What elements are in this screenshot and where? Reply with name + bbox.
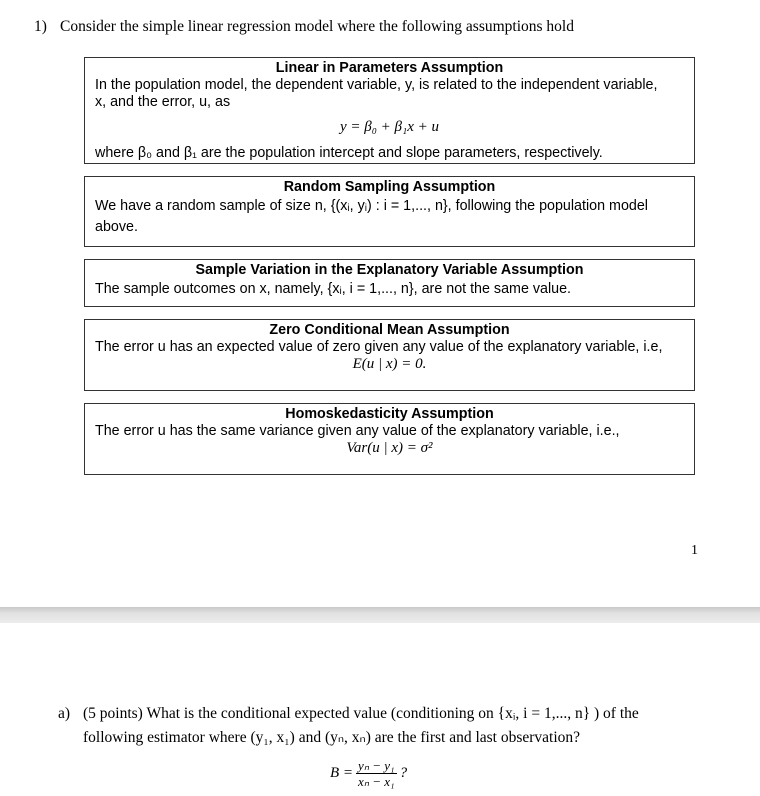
- sample-variation-line1: The sample outcomes on x, namely, {xᵢ, i = 1,..., n}, are not the same value.: [95, 281, 572, 297]
- zero-mean-title: Zero Conditional Mean Assumption: [269, 322, 510, 338]
- estimator-suffix: ?: [399, 765, 408, 781]
- page-divider: [0, 607, 760, 623]
- question-intro-text: Consider the simple linear regression model where the following assumptions hold: [60, 18, 574, 35]
- linear-assumption-box: [84, 57, 695, 164]
- estimator-lhs: B =: [330, 765, 354, 781]
- random-sampling-box: [84, 176, 695, 247]
- part-a-line2: following estimator where (y₁, x₁) and (yₙ, xₙ) are the first and last observation?: [83, 729, 581, 746]
- sample-variation-title: Sample Variation in the Explanatory Variable Assumption: [195, 262, 584, 278]
- homoskedasticity-box: [84, 403, 695, 475]
- homoskedasticity-line1: The error u has the same variance given any value of the explanatory variable, i.e.,: [95, 423, 620, 439]
- linear-assumption-line3: where β₀ and β₁ are the population intercept and slope parameters, respectively.: [95, 145, 603, 161]
- zero-mean-line1: The error u has an expected value of zero given any value of the explanatory variable, i.e,: [95, 339, 663, 355]
- part-a-question: [58, 702, 639, 750]
- linear-assumption-equation: y = β₀ + β₁x + u: [339, 119, 440, 135]
- random-sampling-line2: above.: [95, 219, 138, 235]
- question-number: 1): [34, 18, 47, 35]
- linear-assumption-title: Linear in Parameters Assumption: [275, 60, 504, 76]
- zero-mean-equation: E(u | x) = 0.: [352, 356, 427, 372]
- random-sampling-line1: We have a random sample of size n, {(xᵢ, yᵢ) : i = 1,..., n}, following the population model: [95, 198, 648, 214]
- linear-assumption-line2: x, and the error, u, as: [95, 94, 231, 110]
- estimator-numerator: yₙ − y₁: [358, 758, 395, 773]
- estimator-equation: [330, 758, 407, 789]
- part-a-line1: (5 points) What is the conditional expected value (conditioning on {xᵢ, i = 1,..., n} ) of the: [83, 705, 639, 722]
- estimator-denominator: xₙ − x₁: [358, 774, 395, 789]
- homoskedasticity-title: Homoskedasticity Assumption: [285, 406, 494, 422]
- homoskedasticity-equation: Var(u | x) = σ²: [346, 440, 433, 456]
- sample-variation-box: [84, 259, 695, 307]
- zero-mean-box: [84, 319, 695, 391]
- part-a-label: a): [58, 705, 71, 722]
- estimator-fraction: [356, 758, 397, 789]
- question-intro: [34, 18, 574, 36]
- random-sampling-title: Random Sampling Assumption: [283, 179, 496, 195]
- page-number: 1: [691, 543, 698, 558]
- linear-assumption-line1: In the population model, the dependent variable, y, is related to the independent variable,: [95, 77, 658, 93]
